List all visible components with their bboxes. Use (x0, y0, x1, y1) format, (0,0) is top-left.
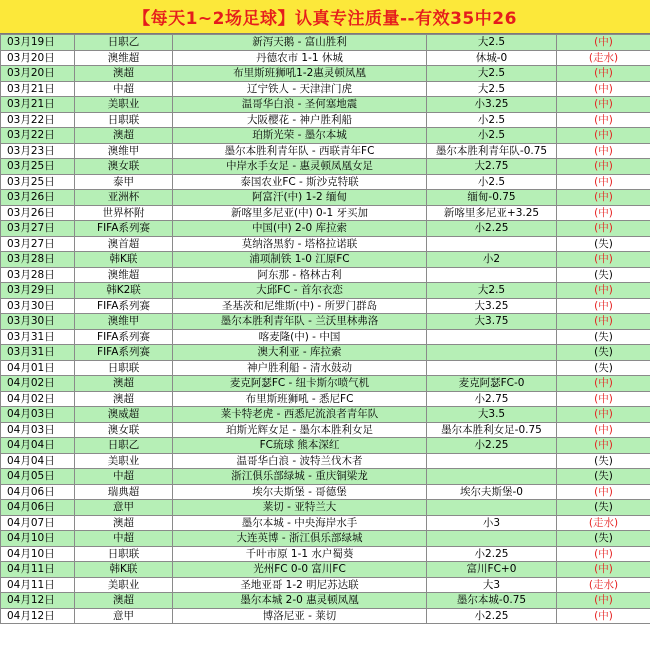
tip-cell: 大2.5 (427, 35, 557, 51)
tip-cell: 小2.5 (427, 174, 557, 190)
league-cell: 中超 (75, 81, 173, 97)
table-row (1, 500, 650, 516)
tip-cell: 麦克阿瑟FC-0 (427, 376, 557, 392)
league-cell: 澳女联 (75, 159, 173, 175)
result-cell: (中) (557, 221, 650, 237)
date-cell: 03月26日 (1, 205, 75, 221)
result-cell: (中) (557, 422, 650, 438)
date-cell: 03月27日 (1, 221, 75, 237)
match-cell: 圣基茨和尼维斯(中) - 所罗门群岛 (173, 298, 427, 314)
match-cell: 莱切 - 亚特兰大 (173, 500, 427, 516)
match-cell: 布里斯班狮吼 - 悉尼FC (173, 391, 427, 407)
date-cell: 03月28日 (1, 267, 75, 283)
match-cell: 温哥华白浪 - 圣何塞地震 (173, 97, 427, 113)
result-cell: (中) (557, 376, 650, 392)
league-cell: 澳超 (75, 391, 173, 407)
tip-cell (427, 469, 557, 485)
league-cell: 日职联 (75, 112, 173, 128)
match-cell: 浦项制铁 1-0 江原FC (173, 252, 427, 268)
league-cell: 瑞典超 (75, 484, 173, 500)
tip-cell (427, 329, 557, 345)
result-cell: (中) (557, 97, 650, 113)
result-cell: (走水) (557, 50, 650, 66)
date-cell: 03月25日 (1, 174, 75, 190)
result-cell: (中) (557, 593, 650, 609)
match-cell: FC琉球 熊本深红 (173, 438, 427, 454)
match-cell: 大邱FC - 首尔衣恋 (173, 283, 427, 299)
league-cell: 澳女联 (75, 422, 173, 438)
match-cell: 墨尔本城 2-0 惠灵顿凤凰 (173, 593, 427, 609)
result-cell: (中) (557, 484, 650, 500)
tip-cell: 墨尔本胜利女足-0.75 (427, 422, 557, 438)
tip-cell: 大2.5 (427, 66, 557, 82)
table-row (1, 236, 650, 252)
tip-cell (427, 531, 557, 547)
table-row (1, 376, 650, 392)
tip-cell: 大2.75 (427, 159, 557, 175)
table-row (1, 267, 650, 283)
league-cell: 意甲 (75, 608, 173, 624)
table-row (1, 469, 650, 485)
table-row (1, 407, 650, 423)
table-row (1, 438, 650, 454)
tip-cell: 大2.5 (427, 283, 557, 299)
table-row (1, 174, 650, 190)
date-cell: 03月22日 (1, 128, 75, 144)
league-cell: FIFA系列赛 (75, 329, 173, 345)
table-row (1, 329, 650, 345)
date-cell: 03月31日 (1, 345, 75, 361)
result-cell: (失) (557, 531, 650, 547)
league-cell: 日职乙 (75, 35, 173, 51)
match-cell: 千叶市原 1-1 水户蜀葵 (173, 546, 427, 562)
date-cell: 04月10日 (1, 531, 75, 547)
table-row (1, 484, 650, 500)
match-cell: 布里斯班狮吼1-2惠灵顿凤凰 (173, 66, 427, 82)
match-cell: 珀斯光荣 - 墨尔本城 (173, 128, 427, 144)
match-cell: 墨尔本城 - 中央海岸水手 (173, 515, 427, 531)
result-cell: (走水) (557, 515, 650, 531)
table-row (1, 391, 650, 407)
league-cell: 澳超 (75, 593, 173, 609)
tip-cell (427, 267, 557, 283)
result-cell: (中) (557, 128, 650, 144)
league-cell: 亚洲杯 (75, 190, 173, 206)
result-cell: (失) (557, 236, 650, 252)
league-cell: 日职乙 (75, 438, 173, 454)
result-cell: (走水) (557, 577, 650, 593)
table-row (1, 50, 650, 66)
tip-cell: 富川FC+0 (427, 562, 557, 578)
result-cell: (失) (557, 469, 650, 485)
league-cell: 泰甲 (75, 174, 173, 190)
result-cell: (失) (557, 329, 650, 345)
table-row (1, 360, 650, 376)
date-cell: 03月19日 (1, 35, 75, 51)
table-row (1, 345, 650, 361)
match-cell: 澳大利亚 - 库拉索 (173, 345, 427, 361)
table-row (1, 35, 650, 51)
result-cell: (中) (557, 81, 650, 97)
tip-cell: 小2.25 (427, 608, 557, 624)
date-cell: 03月30日 (1, 314, 75, 330)
table-row (1, 577, 650, 593)
league-cell: FIFA系列赛 (75, 221, 173, 237)
league-cell: 中超 (75, 469, 173, 485)
table-row (1, 608, 650, 624)
date-cell: 03月21日 (1, 81, 75, 97)
date-cell: 04月12日 (1, 608, 75, 624)
match-cell: 喀麦隆(中) - 中国 (173, 329, 427, 345)
date-cell: 03月25日 (1, 159, 75, 175)
table-row (1, 531, 650, 547)
match-cell: 大连英博 - 浙江俱乐部绿城 (173, 531, 427, 547)
result-cell: (失) (557, 345, 650, 361)
date-cell: 04月04日 (1, 453, 75, 469)
tip-cell: 墨尔本城-0.75 (427, 593, 557, 609)
match-cell: 神户胜利船 - 清水鼓动 (173, 360, 427, 376)
match-cell: 阿东那 - 格林古利 (173, 267, 427, 283)
league-cell: 日职联 (75, 360, 173, 376)
league-cell: 澳超 (75, 66, 173, 82)
sheet-title: 【每天1~2场足球】认真专注质量--有效35中26 (0, 0, 650, 34)
match-cell: 博洛尼亚 - 莱切 (173, 608, 427, 624)
table-row (1, 546, 650, 562)
result-cell: (中) (557, 35, 650, 51)
date-cell: 03月31日 (1, 329, 75, 345)
date-cell: 03月23日 (1, 143, 75, 159)
tip-cell: 小2.25 (427, 221, 557, 237)
league-cell: 美职业 (75, 453, 173, 469)
table-row (1, 422, 650, 438)
date-cell: 04月10日 (1, 546, 75, 562)
match-cell: 墨尔本胜利青年队 - 西联青年FC (173, 143, 427, 159)
match-cell: 莱卡特老虎 - 西悉尼流浪者青年队 (173, 407, 427, 423)
tip-cell: 小2.5 (427, 128, 557, 144)
tip-cell (427, 500, 557, 516)
tip-cell: 墨尔本胜利青年队-0.75 (427, 143, 557, 159)
table-row (1, 81, 650, 97)
table-row (1, 593, 650, 609)
date-cell: 04月03日 (1, 407, 75, 423)
date-cell: 03月27日 (1, 236, 75, 252)
table-row (1, 283, 650, 299)
result-cell: (失) (557, 453, 650, 469)
result-cell: (中) (557, 546, 650, 562)
date-cell: 04月01日 (1, 360, 75, 376)
result-cell: (中) (557, 190, 650, 206)
table-row (1, 453, 650, 469)
table-row (1, 252, 650, 268)
result-cell: (中) (557, 298, 650, 314)
tip-cell: 小2.5 (427, 112, 557, 128)
tip-cell: 小2 (427, 252, 557, 268)
league-cell: 澳超 (75, 376, 173, 392)
table-row (1, 159, 650, 175)
league-cell: 韩K联 (75, 252, 173, 268)
result-cell: (中) (557, 112, 650, 128)
league-cell: 澳超 (75, 515, 173, 531)
date-cell: 04月12日 (1, 593, 75, 609)
tip-cell: 大3.75 (427, 314, 557, 330)
table-row (1, 205, 650, 221)
league-cell: 澳维超 (75, 267, 173, 283)
result-cell: (中) (557, 205, 650, 221)
date-cell: 04月07日 (1, 515, 75, 531)
result-cell: (中) (557, 407, 650, 423)
result-cell: (中) (557, 252, 650, 268)
match-cell: 新喀里多尼亚(中) 0-1 牙买加 (173, 205, 427, 221)
table-row (1, 190, 650, 206)
result-cell: (中) (557, 562, 650, 578)
table-row (1, 112, 650, 128)
table-row (1, 221, 650, 237)
date-cell: 03月21日 (1, 97, 75, 113)
date-cell: 03月20日 (1, 50, 75, 66)
date-cell: 03月20日 (1, 66, 75, 82)
league-cell: 澳维超 (75, 50, 173, 66)
league-cell: 韩K联 (75, 562, 173, 578)
result-cell: (中) (557, 391, 650, 407)
league-cell: 澳维甲 (75, 314, 173, 330)
tip-cell: 小2.25 (427, 438, 557, 454)
match-cell: 麦克阿瑟FC - 纽卡斯尔喷气机 (173, 376, 427, 392)
result-cell: (失) (557, 500, 650, 516)
tip-cell: 小3 (427, 515, 557, 531)
match-cell: 阿富汗(中) 1-2 缅甸 (173, 190, 427, 206)
match-cell: 浙江俱乐部绿城 - 重庆铜梁龙 (173, 469, 427, 485)
table-row (1, 515, 650, 531)
result-cell: (失) (557, 360, 650, 376)
date-cell: 03月22日 (1, 112, 75, 128)
result-cell: (中) (557, 283, 650, 299)
tip-cell (427, 236, 557, 252)
date-cell: 04月06日 (1, 484, 75, 500)
tip-cell (427, 360, 557, 376)
league-cell: 韩K2联 (75, 283, 173, 299)
date-cell: 03月26日 (1, 190, 75, 206)
table-row (1, 97, 650, 113)
table-row (1, 298, 650, 314)
match-cell: 泰国农业FC - 斯沙克特联 (173, 174, 427, 190)
result-cell: (中) (557, 608, 650, 624)
tip-cell: 埃尔夫斯堡-0 (427, 484, 557, 500)
table-row (1, 128, 650, 144)
match-cell: 大阪樱花 - 神户胜利船 (173, 112, 427, 128)
table-row (1, 314, 650, 330)
league-cell: 美职业 (75, 577, 173, 593)
match-cell: 中国(中) 2-0 库拉索 (173, 221, 427, 237)
result-cell: (中) (557, 143, 650, 159)
tip-cell: 大3.25 (427, 298, 557, 314)
league-cell: 中超 (75, 531, 173, 547)
tip-cell: 新喀里多尼亚+3.25 (427, 205, 557, 221)
date-cell: 04月06日 (1, 500, 75, 516)
tip-cell: 小3.25 (427, 97, 557, 113)
tip-cell (427, 453, 557, 469)
match-cell: 墨尔本胜利青年队 - 兰沃里林弗洛 (173, 314, 427, 330)
date-cell: 04月02日 (1, 391, 75, 407)
match-cell: 圣地亚哥 1-2 明尼苏达联 (173, 577, 427, 593)
tip-cell: 缅甸-0.75 (427, 190, 557, 206)
league-cell: 澳维甲 (75, 143, 173, 159)
league-cell: 日职联 (75, 546, 173, 562)
result-cell: (中) (557, 174, 650, 190)
result-cell: (中) (557, 438, 650, 454)
league-cell: 澳威超 (75, 407, 173, 423)
table-row (1, 562, 650, 578)
tip-cell (427, 345, 557, 361)
result-cell: (失) (557, 267, 650, 283)
match-cell: 温哥华白浪 - 波特兰伐木者 (173, 453, 427, 469)
match-cell: 珀斯光辉女足 - 墨尔本胜利女足 (173, 422, 427, 438)
league-cell: 澳首超 (75, 236, 173, 252)
tip-cell: 小2.25 (427, 546, 557, 562)
tip-cell: 大2.5 (427, 81, 557, 97)
tip-cell: 休城-0 (427, 50, 557, 66)
table-row (1, 143, 650, 159)
date-cell: 04月11日 (1, 562, 75, 578)
match-cell: 莫纳洛黑豹 - 塔格拉诺联 (173, 236, 427, 252)
date-cell: 04月05日 (1, 469, 75, 485)
league-cell: 美职业 (75, 97, 173, 113)
match-cell: 丹德农市 1-1 休城 (173, 50, 427, 66)
tip-cell: 大3.5 (427, 407, 557, 423)
league-cell: FIFA系列赛 (75, 345, 173, 361)
tip-cell: 小2.75 (427, 391, 557, 407)
result-cell: (中) (557, 159, 650, 175)
tips-table (0, 34, 650, 624)
date-cell: 03月29日 (1, 283, 75, 299)
league-cell: FIFA系列赛 (75, 298, 173, 314)
match-cell: 辽宁铁人 - 天津津门虎 (173, 81, 427, 97)
result-cell: (中) (557, 314, 650, 330)
date-cell: 04月02日 (1, 376, 75, 392)
date-cell: 04月03日 (1, 422, 75, 438)
league-cell: 澳超 (75, 128, 173, 144)
match-cell: 新泻天鹅 - 富山胜利 (173, 35, 427, 51)
match-cell: 埃尔夫斯堡 - 哥德堡 (173, 484, 427, 500)
league-cell: 世界杯附 (75, 205, 173, 221)
date-cell: 03月28日 (1, 252, 75, 268)
result-cell: (中) (557, 66, 650, 82)
league-cell: 意甲 (75, 500, 173, 516)
date-cell: 04月11日 (1, 577, 75, 593)
tip-cell: 大3 (427, 577, 557, 593)
table-row (1, 66, 650, 82)
match-cell: 光州FC 0-0 富川FC (173, 562, 427, 578)
match-cell: 中岸水手女足 - 惠灵顿凤凰女足 (173, 159, 427, 175)
date-cell: 03月30日 (1, 298, 75, 314)
date-cell: 04月04日 (1, 438, 75, 454)
